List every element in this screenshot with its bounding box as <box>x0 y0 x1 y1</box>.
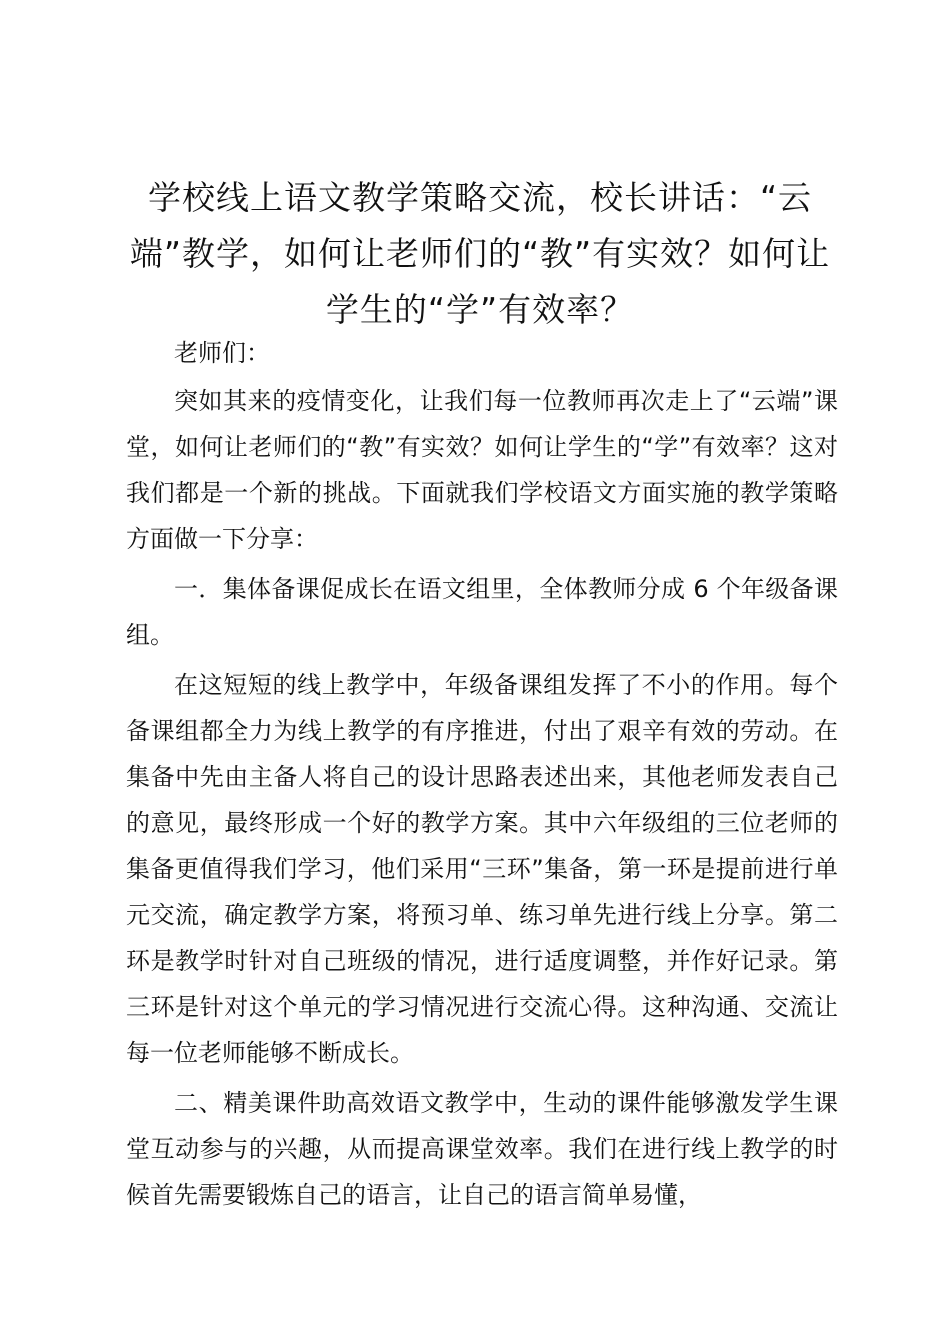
document-body <box>126 330 838 1218</box>
salutation: 老师们： <box>174 339 270 367</box>
paragraph-section-one-heading: 一．集体备课促成长在语文组里，全体教师分成 6 个年级备课组。 <box>126 575 838 649</box>
paragraph-section-two: 二、精美课件助高效语文教学中，生动的课件能够激发学生课堂互动参与的兴趣，从而提高课堂效率。我们在进行线上教学的时候首先需要锻炼自己的语言，让自己的语言简单易懂， <box>126 1089 838 1209</box>
paragraph-intro: 突如其来的疫情变化，让我们每一位教师再次走上了“云端”课堂，如何让老师们的“教”有实效？如何让学生的“学”有效率？这对我们都是一个新的挑战。下面就我们学校语文方面实施的教学策略方面做一下分享： <box>126 387 838 553</box>
document-title: 学校线上语文教学策略交流，校长讲话：“云端”教学，如何让老师们的“教”有实效？如何让学生的“学”有效率？ <box>129 178 831 329</box>
paragraph-section-one-body: 在这短短的线上教学中，年级备课组发挥了不小的作用。每个备课组都全力为线上教学的有序推进，付出了艰辛有效的劳动。在集备中先由主备人将自己的设计思路表述出来，其他老师发表自己的意见，最终形成一个好的教学方案。其中六年级组的三位老师的集备更值得我们学习，他们采用“三环”集备，第一环是提前进行单元交流，确定教学方案，将预习单、练习单先进行线上分享。第二环是教学时针对自己班级的情况，进行适度调整，并作好记录。第三环是针对这个单元的学习情况进行交流心得。这种沟通、交流让每一位老师能够不断成长。 <box>126 671 838 1067</box>
